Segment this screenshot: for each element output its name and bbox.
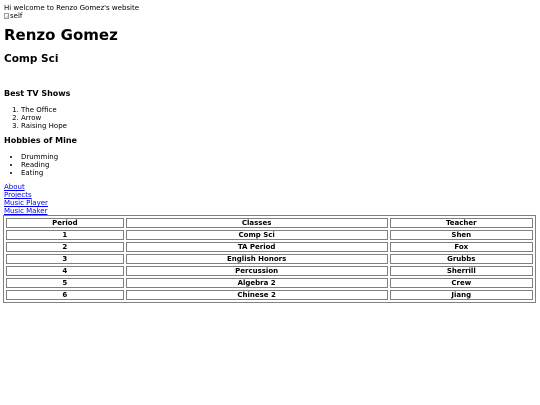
teacher-cell: Crew [390, 278, 533, 288]
music-player-link[interactable]: Music Player [4, 199, 48, 207]
welcome-text: Hi welcome to Renzo Gomez's website [4, 4, 140, 12]
table-row [6, 290, 533, 300]
hobbies-heading: Hobbies of Mine [4, 136, 77, 145]
page-subtitle: Comp Sci [4, 53, 59, 65]
self-image-alt-text: self [10, 12, 23, 20]
list-item: 3. Raising Hope [21, 122, 536, 130]
period-cell: 5 [6, 278, 124, 288]
about-link[interactable]: About [4, 183, 25, 191]
class-cell: Comp Sci [126, 230, 388, 240]
class-cell: Percussion [126, 266, 388, 276]
table-row [6, 278, 533, 288]
period-cell: 3 [6, 254, 124, 264]
class-cell: TA Period [126, 242, 388, 252]
page-title: Renzo Gomez [4, 26, 118, 44]
teacher-cell: Jiang [390, 290, 533, 300]
table-row [6, 254, 533, 264]
teacher-cell: Grubbs [390, 254, 533, 264]
table-row [6, 230, 533, 240]
music-maker-link[interactable]: Music Maker [4, 207, 48, 215]
period-cell: 6 [6, 290, 124, 300]
nav-links [4, 183, 536, 215]
class-cell: English Honors [126, 254, 388, 264]
tv-shows-heading: Best TV Shows [4, 89, 71, 98]
table-row [6, 242, 533, 252]
teacher-cell: Fox [390, 242, 533, 252]
schedule-table [3, 215, 536, 303]
header-classes: Classes [126, 218, 388, 228]
list-item: 2. Arrow [21, 114, 536, 122]
tv-shows-list [4, 106, 536, 130]
header-teacher: Teacher [390, 218, 533, 228]
list-item: • Reading [21, 161, 536, 169]
header-period: Period [6, 218, 124, 228]
hobbies-list [4, 153, 536, 177]
period-cell: 4 [6, 266, 124, 276]
teacher-cell: Shen [390, 230, 533, 240]
class-cell: Chinese 2 [126, 290, 388, 300]
list-item: • Drumming [21, 153, 536, 161]
list-item: 1. The Office [21, 106, 536, 114]
teacher-cell: Sherrill [390, 266, 533, 276]
table-header-row [6, 218, 533, 228]
period-cell: 2 [6, 242, 124, 252]
class-cell: Algebra 2 [126, 278, 388, 288]
period-cell: 1 [6, 230, 124, 240]
table-row [6, 266, 533, 276]
self-image [4, 12, 536, 20]
list-item: • Eating [21, 169, 536, 177]
broken-image-icon [4, 13, 9, 19]
projects-link[interactable]: Projects [4, 191, 32, 199]
